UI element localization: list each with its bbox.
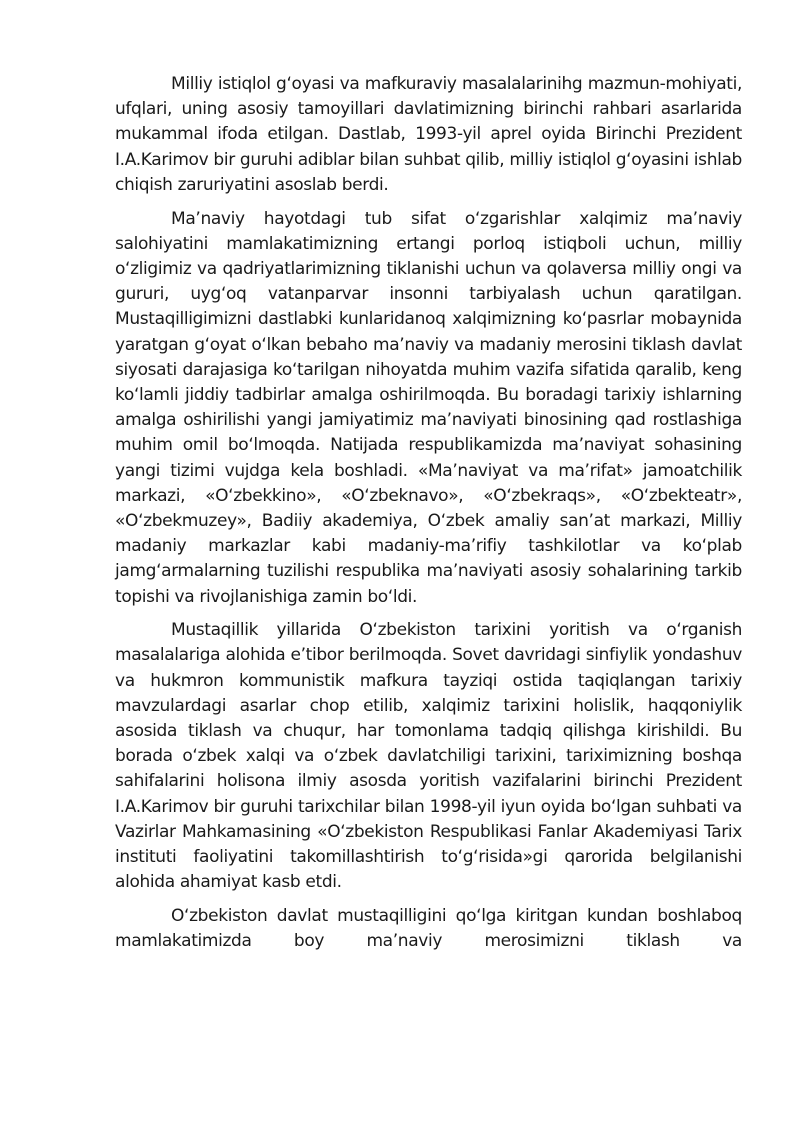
paragraph-2: Ma’naviy hayotdagi tub sifat o‘zgarishlar xalqimiz ma’naviy salohiyatini mamlakatimizning ertangi porloq istiqboli uchun, milliy o‘zligimiz va qadriyatlarimizning tiklanishi uchun va qolaversa milliy ongi va gururi, uyg‘oq vatanparvar insonni tarbiyalash uchun qaratilgan. Mustaqilligimizni dastlabki kunlaridanoq xalqimizning ko‘pasrlar mobaynida yaratgan g‘oyat o‘lkan bebaho ma’naviy va madaniy merosini tiklash davlat siyosati darajasiga ko‘tarilgan nihoyatda muhim vazifa sifatida qaralib, keng ko‘lamli jiddiy tadbirlar amalga oshirilmoqda. Bu boradagi tarixiy ishlarning amalga oshirilishi yangi jamiyatimiz ma’naviyati binosining qad rostlashiga muhim omil bo‘lmoqda. Natijada respublikamizda ma’naviyat sohasining yangi tizimi vujdga kela boshladi. «Ma’naviyat va ma’rifat» jamoatchilik markazi, «O‘zbekkino», «O‘zbeknavo», «O‘zbekraqs», «O‘zbekteatr», «O‘zbekmuzey», Badiiy akademiya, O‘zbek amaliy san’at markazi, Milliy madaniy markazlar kabi madaniy-ma’rifiy tashkilotlar va ko‘plab jamg‘armalarning tuzilishi respublika ma’naviyati asosiy sohalarining tarkib topishi va rivojlanishiga zamin bo‘ldi. <box>115 208 742 607</box>
paragraph-4: O‘zbekiston davlat mustaqilligini qo‘lga kiritgan kundan boshlaboq mamlakatimizda boy ma’naviy merosimizni tiklash va <box>115 906 742 952</box>
paragraph-3: Mustaqillik yillarida O‘zbekiston tarixini yoritish va o‘rganish masalalariga alohida e’tibor berilmoqda. Sovet davridagi sinfiylik yondashuv va hukmron kommunistik mafkura tayziqi ostida taqiqlangan tarixiy mavzulardagi asarlar chop etilib, xalqimiz tarixini holislik, haqqoniylik asosida tiklash va chuqur, har tomonlama tadqiq qilishga kirishildi. Bu borada o‘zbek xalqi va o‘zbek davlatchiligi tarixini, tariximizning boshqa sahifalarini holisona ilmiy asosda yoritish vazifalarini birinchi Prezident I.A.Karimov bir guruhi tarixchilar bilan 1998-yil iyun oyida bo‘lgan suhbati va Vazirlar Mahkamasining «O‘zbekiston Respublikasi Fanlar Akademiyasi Tarix instituti faoliyatini takomillashtirish to‘g‘risida»gi qarorida belgilanishi alohida ahamiyat kasb etdi. <box>115 620 742 893</box>
document-page <box>115 72 742 963</box>
paragraph-1: Milliy istiqlol g‘oyasi va mafkuraviy masalalarinihg mazmun-mohiyati, ufqlari, uning asosiy tamoyillari davlatimizning birinchi rahbari asarlarida mukammal ifoda etilgan. Dastlab, 1993-yil aprel oyida Birinchi Prezident I.A.Karimov bir guruhi adiblar bilan suhbat qilib, milliy istiqlol g‘oyasini ishlab chiqish zaruriyatini asoslab berdi. <box>115 74 742 195</box>
